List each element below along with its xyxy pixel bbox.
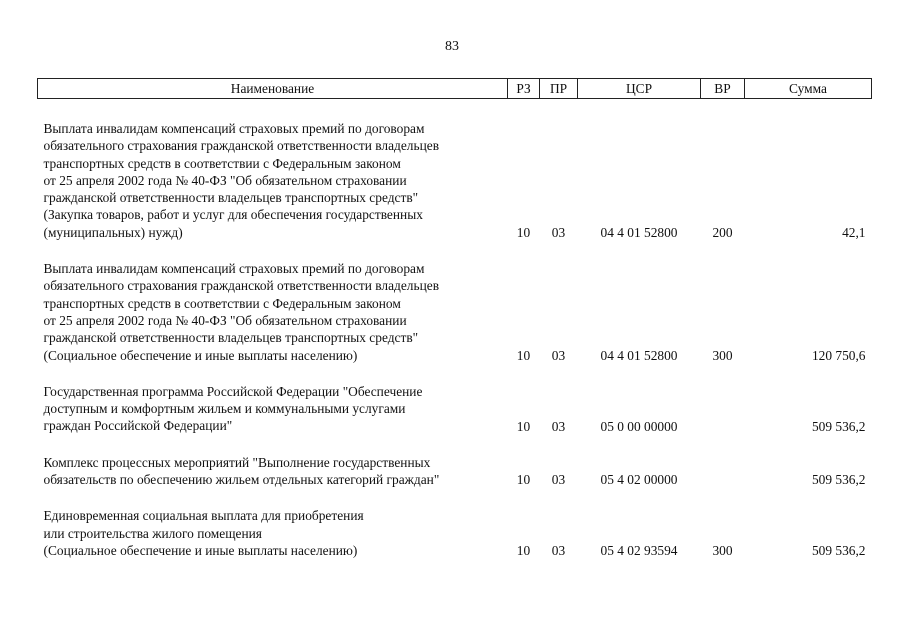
row-pr: 03 xyxy=(551,347,566,363)
table-row xyxy=(38,120,872,241)
row-pr: 03 xyxy=(551,543,566,559)
header-pr: ПР xyxy=(540,79,578,99)
row-sum: 509 536,2 xyxy=(811,543,866,559)
row-csr: 04 4 01 52800 xyxy=(600,347,678,363)
row-csr: 05 0 00 00000 xyxy=(600,418,678,434)
budget-table xyxy=(37,78,872,559)
page-number: 83 xyxy=(445,39,459,54)
row-rz: 10 xyxy=(516,225,531,241)
header-csr: ЦСР xyxy=(578,79,701,99)
table-row xyxy=(38,454,872,489)
row-vr xyxy=(701,383,745,435)
row-pr: 03 xyxy=(551,472,566,488)
row-name: Выплата инвалидам компенсаций страховых премий по договорам обязательного страхования гражданской ответственности владельцев транспортных средств в соответствии с Федеральным законом от 25 апреля 2002 года № 40-ФЗ "Об обязательном страховании гражданской ответственности владельцев транспортных средств" (Закупка товаров, работ и услуг для обеспечения государственных (муниципальных) нужд) xyxy=(43,121,440,240)
table-header-row xyxy=(38,79,872,99)
table-row xyxy=(38,383,872,435)
header-rz: РЗ xyxy=(508,79,540,99)
row-sum: 120 750,6 xyxy=(811,347,866,363)
row-sum: 42,1 xyxy=(842,225,866,241)
row-rz: 10 xyxy=(516,543,531,559)
row-name: Государственная программа Российской Федерации "Обеспечение доступным и комфортным жильем и коммунальными услугами граждан Российской Федерации" xyxy=(43,383,423,434)
row-rz: 10 xyxy=(516,472,531,488)
row-vr xyxy=(701,454,745,489)
header-sum: Сумма xyxy=(745,79,872,99)
header-vr: ВР xyxy=(701,79,745,99)
row-vr: 200 xyxy=(712,225,733,241)
row-vr: 300 xyxy=(712,543,733,559)
row-rz: 10 xyxy=(516,347,531,363)
row-name: Выплата инвалидам компенсаций страховых премий по договорам обязательного страхования гражданской ответственности владельцев транспортных средств в соответствии с Федеральным законом от 25 апреля 2002 года № 40-ФЗ "Об обязательном страховании гражданской ответственности владельцев транспортных средств" (Социальное обеспечение и иные выплаты населению) xyxy=(43,261,440,363)
table-row xyxy=(38,507,872,559)
row-vr: 300 xyxy=(712,347,733,363)
row-sum: 509 536,2 xyxy=(811,472,866,488)
row-sum: 509 536,2 xyxy=(811,418,866,434)
row-pr: 03 xyxy=(551,418,566,434)
row-name: Единовременная социальная выплата для приобретения или строительства жилого помещения (Социальное обеспечение и иные выплаты населению) xyxy=(43,508,364,558)
row-name: Комплекс процессных мероприятий "Выполнение государственных обязательств по обеспечению жильем отдельных категорий граждан" xyxy=(43,454,440,488)
row-csr: 05 4 02 00000 xyxy=(600,472,678,488)
row-csr: 04 4 01 52800 xyxy=(600,225,678,241)
row-rz: 10 xyxy=(516,418,531,434)
table-row xyxy=(38,260,872,364)
row-csr: 05 4 02 93594 xyxy=(600,543,678,559)
row-pr: 03 xyxy=(551,225,566,241)
header-name: Наименование xyxy=(38,79,508,99)
